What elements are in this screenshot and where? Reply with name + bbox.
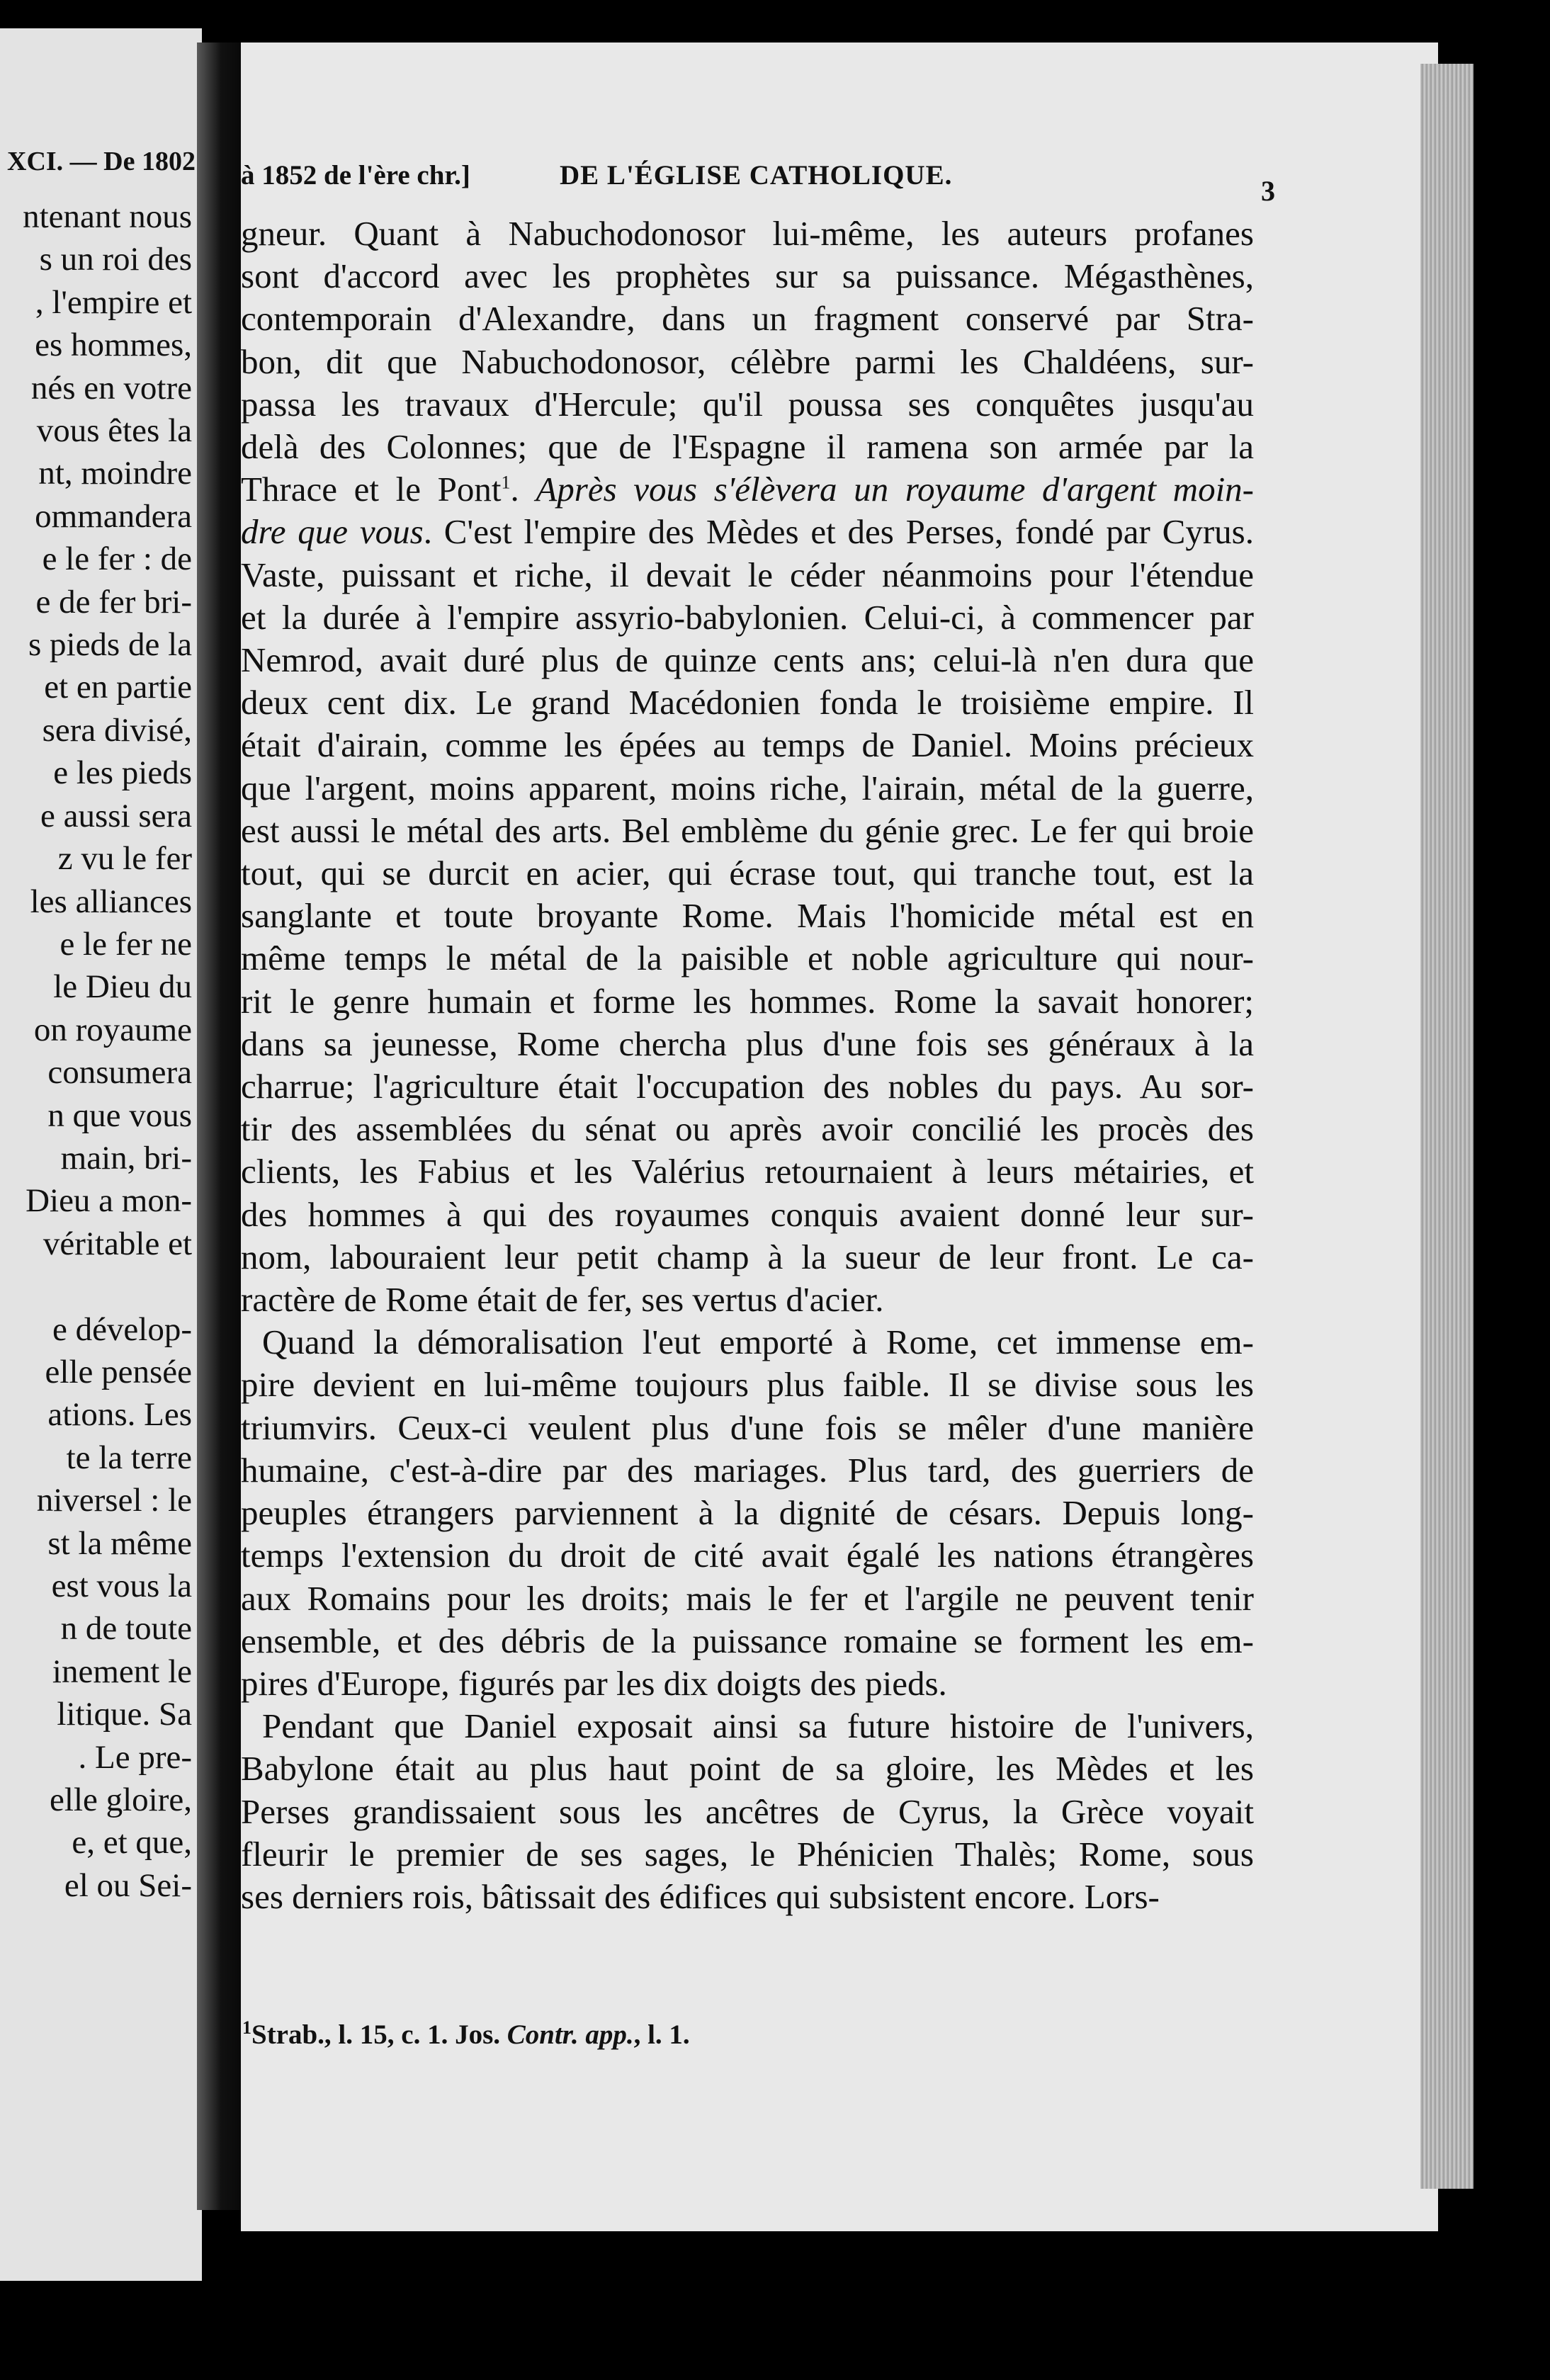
left-text-line: inement le <box>52 1653 192 1690</box>
text-line: sanglante et toute broyante Rome. Mais l'homicide métal est en <box>241 896 1254 936</box>
text-line: même temps le métal de la paisible et noble agriculture qui nour- <box>241 939 1254 978</box>
text-line: clients, les Fabius et les Valérius retournaient à leurs métairies, et <box>241 1152 1254 1191</box>
text-line: deux cent dix. Le grand Macédonien fonda le troisième empire. Il <box>241 683 1254 722</box>
running-head-title: DE L'ÉGLISE CATHOLIQUE. <box>560 160 953 191</box>
left-text-line: , l'empire et <box>35 283 192 321</box>
running-head-date: à 1852 de l'ère chr.] <box>241 160 470 191</box>
right-page <box>241 42 1438 2231</box>
left-text-line: te la terre <box>66 1439 192 1476</box>
text-line: Perses grandissaient sous les ancêtres de Cyrus, la Grèce voyait <box>241 1791 1254 1831</box>
text-line: Babylone était au plus haut point de sa gloire, les Mèdes et les <box>241 1749 1254 1789</box>
italic-quote: dre que vous <box>241 512 424 552</box>
footnote-text-b: , l. 1. <box>633 2019 690 2050</box>
text-line: pire devient en lui-même toujours plus faible. Il se divise sous les <box>241 1365 1254 1405</box>
left-text-line: e dévelop- <box>52 1310 192 1348</box>
text-line: Pendant que Daniel exposait ainsi sa future histoire de l'univers, <box>262 1706 1254 1746</box>
left-text-line: et en partie <box>44 669 192 706</box>
text-line: bon, dit que Nabuchodonosor, célèbre parmi les Chaldéens, sur- <box>241 341 1254 381</box>
left-text-line: elle pensée <box>45 1353 192 1390</box>
footnote-text-a: Strab., l. 15, c. 1. Jos. <box>251 2019 500 2050</box>
footnote-italic: Contr. app. <box>507 2019 634 2050</box>
left-running-head: XCI. — De 1802 <box>7 147 196 176</box>
left-text-line: litique. Sa <box>57 1696 192 1733</box>
text-line: tout, qui se durcit en acier, qui écrase tout, qui tranche tout, est la <box>241 854 1254 893</box>
text-line <box>241 511 1254 553</box>
left-text-line: on royaume <box>33 1011 192 1048</box>
left-text-line: e les pieds <box>53 754 192 792</box>
left-text-line: consumera <box>47 1054 192 1092</box>
left-text-line: n de toute <box>60 1610 192 1648</box>
text-line: gneur. Quant à Nabuchodonosor lui-même, les auteurs profanes <box>241 214 1254 253</box>
text-line: Vaste, puissant et riche, il devait le céder néanmoins pour l'étendue <box>241 555 1254 594</box>
body-text <box>241 212 1254 1918</box>
text-line: Thrace et le Pont$^1$. Après vous s'élèvera un royaume d'argent moin- <box>241 470 1254 509</box>
left-text-line: ations. Les <box>47 1396 192 1434</box>
left-text-line: main, bri- <box>60 1139 192 1177</box>
left-text-line: e aussi sera <box>40 797 192 834</box>
left-text-line: s un roi des <box>39 241 192 278</box>
text-line: rit le genre humain et forme les hommes. Rome la savait honorer; <box>241 981 1254 1021</box>
left-text-line: nés en votre <box>30 369 192 407</box>
text-segment: Thrace et le Pont <box>241 470 502 509</box>
left-text-line: el ou Sei- <box>64 1866 192 1904</box>
text-line: est aussi le métal des arts. Bel emblème du génie grec. Le fer qui broie <box>241 810 1254 850</box>
left-text-line: est vous la <box>51 1568 192 1604</box>
text-line: Quand la démoralisation l'eut emporté à Rome, cet immense em- <box>262 1322 1254 1362</box>
left-page-text <box>1 196 192 1907</box>
left-text-line: s pieds de la <box>28 626 192 664</box>
text-line: peuples étrangers parviennent à la dignité de césars. Depuis long- <box>241 1493 1254 1533</box>
left-text-line: sera divisé, <box>42 711 192 749</box>
left-text-line: st la même <box>47 1524 192 1562</box>
footnote-ref: 1 <box>501 472 511 493</box>
text-line: ractère de Rome était de fer, ses vertus d'acier. <box>241 1280 884 1320</box>
left-text-line: vous êtes la <box>36 412 192 450</box>
text-line: passa les travaux d'Hercule; qu'il poussa ses conquêtes jusqu'au <box>241 384 1254 424</box>
left-text-line: Dieu a mon- <box>26 1182 192 1220</box>
text-line: humaine, c'est-à-dire par des mariages. Plus tard, des guerriers de <box>241 1450 1254 1490</box>
left-text-line: niversel : le <box>36 1482 192 1519</box>
left-page-fragment <box>0 28 202 2281</box>
left-text-line: le Dieu du <box>53 968 192 1006</box>
left-text-line: nt, moindre <box>38 455 192 492</box>
text-line: temps l'extension du droit de cité avait égalé les nations étrangères <box>241 1536 1254 1575</box>
text-line: dans sa jeunesse, Rome chercha plus d'une fois ses généraux à la <box>241 1024 1254 1063</box>
page-number: 3 <box>1261 175 1275 207</box>
running-head <box>241 159 1289 191</box>
text-line: ses derniers rois, bâtissait des édifices qui subsistent encore. Lors- <box>241 1876 1160 1916</box>
left-text-line: véritable et <box>43 1225 192 1262</box>
text-line: ensemble, et des débris de la puissance romaine se forment les em- <box>241 1621 1254 1660</box>
left-text-line: ntenant nous <box>23 198 192 235</box>
text-line: contemporain d'Alexandre, dans un fragment conservé par Stra- <box>241 299 1254 339</box>
left-text-line: les alliances <box>30 883 192 920</box>
left-text-line: z vu le fer <box>57 840 192 878</box>
left-text-line: es hommes, <box>35 327 192 364</box>
text-line: des hommes à qui des royaumes conquis avaient donné leur sur- <box>241 1194 1254 1234</box>
text-line: tir des assemblées du sénat ou après avoir concilié les procès des <box>241 1109 1254 1149</box>
text-line: que l'argent, moins apparent, moins riche, l'airain, métal de la guerre, <box>241 768 1254 808</box>
text-line: Nemrod, avait duré plus de quinze cents ans; celui-là n'en dura que <box>241 640 1254 680</box>
left-text-line: e le fer : de <box>42 540 192 578</box>
text-line: était d'airain, comme les épées au temps de Daniel. Moins précieux <box>241 725 1254 765</box>
page-stack-edge <box>1420 64 1473 2189</box>
left-text-line: e le fer ne <box>60 925 192 963</box>
left-text-line: e de fer bri- <box>35 583 192 620</box>
text-segment: . C'est l'empire des Mèdes et des Perses, fondé par Cyrus. <box>423 512 1254 552</box>
left-text-line: . Le pre- <box>78 1738 192 1776</box>
left-text-line: elle gloire, <box>50 1781 192 1819</box>
text-line: fleurir le premier de ses sages, le Phénicien Thalès; Rome, sous <box>241 1834 1254 1874</box>
footnote-marker: 1 <box>242 2017 251 2038</box>
footnote <box>242 2019 690 2051</box>
text-line: aux Romains pour les droits; mais le fer et l'argile ne peuvent tenir <box>241 1578 1254 1618</box>
left-text-line: n que vous <box>47 1096 192 1134</box>
left-text-line: e, et que, <box>72 1824 192 1862</box>
left-text-line <box>1 1265 192 1308</box>
text-line: sont d'accord avec les prophètes sur sa puissance. Mégasthènes, <box>241 256 1254 296</box>
italic-quote: Après vous s'élèvera un royaume d'argent moin- <box>536 470 1254 509</box>
text-line: pires d'Europe, figurés par les dix doigts des pieds. <box>241 1663 947 1703</box>
text-line: delà des Colonnes; que de l'Espagne il ramena son armée par la <box>241 427 1254 467</box>
text-line: charrue; l'agriculture était l'occupation des nobles du pays. Au sor- <box>241 1067 1254 1106</box>
text-line: triumvirs. Ceux-ci veulent plus d'une fois se mêler d'une manière <box>241 1407 1254 1447</box>
text-line: nom, labouraient leur petit champ à la sueur de leur front. Le ca- <box>241 1237 1254 1276</box>
left-text-line: ommandera <box>35 497 192 535</box>
text-line: et la durée à l'empire assyrio-babylonien. Celui-ci, à commencer par <box>241 597 1254 637</box>
